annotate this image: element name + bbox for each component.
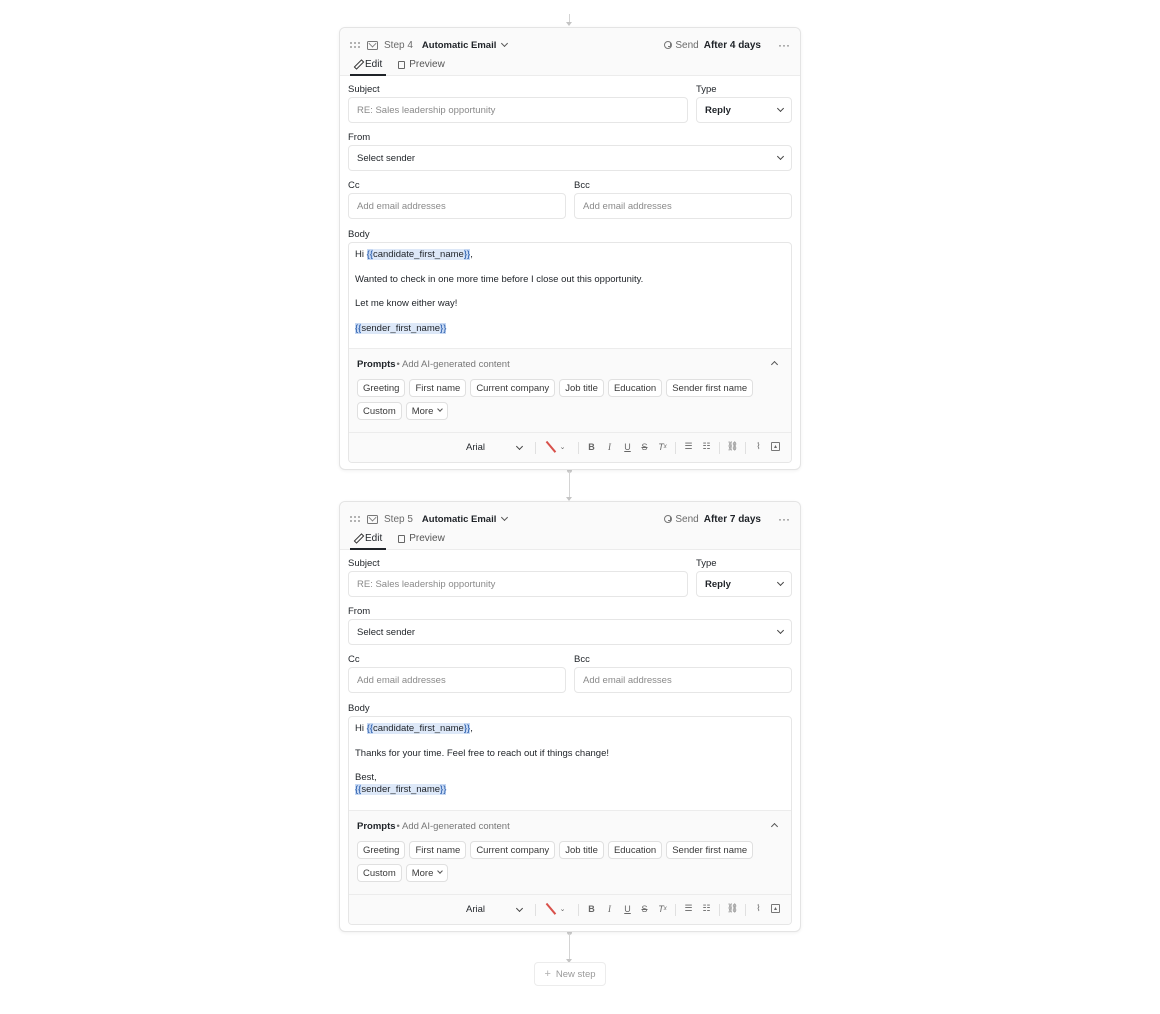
prompt-chip[interactable]: Greeting xyxy=(357,379,405,397)
step-number: Step 4 xyxy=(384,39,413,51)
image-icon[interactable]: ▴ xyxy=(771,904,780,913)
font-select[interactable]: Arial xyxy=(466,904,524,915)
prompt-chips xyxy=(357,841,783,882)
chevron-down-icon xyxy=(777,152,784,159)
step-header xyxy=(340,28,800,76)
step-card-4 xyxy=(339,27,801,470)
image-icon[interactable]: ▴ xyxy=(771,442,780,451)
bcc-label: Bcc xyxy=(574,180,590,191)
step-number: Step 5 xyxy=(384,513,413,525)
subject-input[interactable]: RE: Sales leadership opportunity xyxy=(348,571,688,597)
chevron-down-icon xyxy=(438,868,444,874)
formatting-toolbar xyxy=(349,894,791,924)
link-icon[interactable]: ⛓ xyxy=(726,441,739,451)
send-delay[interactable]: After 7 days xyxy=(703,513,761,525)
from-select[interactable]: Select sender xyxy=(348,145,792,171)
body-line: {{sender_first_name}} xyxy=(355,784,447,796)
body-line: Wanted to check in one more time before I close out this opportunity. xyxy=(355,273,644,285)
underline-icon[interactable]: U xyxy=(624,903,631,914)
prompt-chip[interactable]: Custom xyxy=(357,864,402,882)
connector-middle xyxy=(569,471,570,498)
toolbar-divider xyxy=(675,442,676,454)
new-step-label: New step xyxy=(555,968,596,980)
pencil-icon xyxy=(354,534,362,542)
prompts-panel xyxy=(349,348,791,432)
attachment-icon[interactable]: ⌇ xyxy=(756,441,761,451)
body-editor[interactable] xyxy=(348,716,792,925)
chevron-down-icon[interactable]: ⌄ xyxy=(559,443,566,451)
type-label: Type xyxy=(696,84,717,95)
drag-handle-icon[interactable] xyxy=(350,516,360,522)
chevron-up-icon[interactable] xyxy=(771,823,778,830)
strikethrough-icon[interactable]: S xyxy=(641,441,648,452)
body-label: Body xyxy=(348,703,370,714)
type-select[interactable]: Reply xyxy=(696,571,792,597)
more-prompts-button[interactable]: More xyxy=(406,402,449,420)
body-line: Hi {{candidate_first_name}}, xyxy=(355,723,473,734)
new-step-button[interactable] xyxy=(534,962,606,986)
chevron-down-icon xyxy=(501,513,508,520)
tab-edit[interactable]: Edit xyxy=(350,528,386,550)
chevron-up-icon[interactable] xyxy=(771,361,778,368)
prompt-chip[interactable]: First name xyxy=(409,841,466,859)
toolbar-divider xyxy=(675,904,676,916)
chevron-down-icon xyxy=(516,905,523,912)
italic-icon[interactable]: I xyxy=(608,903,611,914)
prompt-chip[interactable]: Sender first name xyxy=(666,841,753,859)
body-editor[interactable] xyxy=(348,242,792,463)
prompt-chip[interactable]: First name xyxy=(409,379,466,397)
numbered-list-icon[interactable]: ☷ xyxy=(702,441,711,451)
clock-icon xyxy=(664,515,672,523)
drag-handle-icon[interactable] xyxy=(350,42,360,48)
prompt-chip[interactable]: Sender first name xyxy=(666,379,753,397)
chevron-down-icon xyxy=(777,578,784,585)
email-type-dropdown[interactable]: Automatic Email xyxy=(422,40,507,51)
chevron-down-icon xyxy=(777,626,784,633)
connector-bottom xyxy=(569,933,570,960)
prompt-chip[interactable]: Education xyxy=(608,379,662,397)
font-select[interactable]: Arial xyxy=(466,442,524,453)
chevron-down-icon[interactable]: ⌄ xyxy=(559,905,566,913)
more-options-icon[interactable]: ··· xyxy=(778,512,790,526)
underline-icon[interactable]: U xyxy=(624,441,631,452)
prompts-subtitle: • Add AI-generated content xyxy=(396,358,510,370)
prompt-chip[interactable]: Current company xyxy=(470,841,555,859)
chevron-down-icon xyxy=(438,406,444,412)
bullet-list-icon[interactable]: ☰ xyxy=(684,903,693,913)
subject-label: Subject xyxy=(348,558,380,569)
connector-top-arrow xyxy=(566,22,572,26)
prompt-chip[interactable]: Custom xyxy=(357,402,402,420)
from-label: From xyxy=(348,606,371,617)
prompts-title: Prompts xyxy=(357,358,396,370)
prompt-chip[interactable]: Education xyxy=(608,841,662,859)
formatting-toolbar xyxy=(349,432,791,462)
clear-format-icon[interactable]: T x xyxy=(658,441,667,452)
send-label: Send xyxy=(675,39,699,51)
bold-icon[interactable]: B xyxy=(588,903,595,914)
body-label: Body xyxy=(348,229,370,240)
prompt-chips xyxy=(357,379,783,420)
send-label: Send xyxy=(675,513,699,525)
step-editor xyxy=(340,550,800,915)
bullet-list-icon[interactable]: ☰ xyxy=(684,441,693,451)
email-type-dropdown[interactable]: Automatic Email xyxy=(422,514,507,525)
chevron-down-icon xyxy=(516,443,523,450)
step-header xyxy=(340,502,800,550)
from-label: From xyxy=(348,132,371,143)
prompt-chip[interactable]: Job title xyxy=(559,379,604,397)
tab-preview[interactable]: Preview xyxy=(394,528,449,549)
prompts-subtitle: • Add AI-generated content xyxy=(396,820,510,832)
bcc-input[interactable]: Add email addresses xyxy=(574,193,792,219)
step-card-5 xyxy=(339,501,801,932)
attachment-icon[interactable]: ⌇ xyxy=(756,903,761,913)
bcc-label: Bcc xyxy=(574,654,590,665)
link-icon[interactable]: ⛓ xyxy=(726,903,739,913)
cc-label: Cc xyxy=(348,180,360,191)
text-color-icon[interactable] xyxy=(545,903,557,915)
toolbar-divider xyxy=(719,904,720,916)
from-select[interactable]: Select sender xyxy=(348,619,792,645)
bold-icon[interactable]: B xyxy=(588,441,595,452)
clock-icon xyxy=(664,41,672,49)
clear-format-icon[interactable]: T x xyxy=(658,903,667,914)
tab-preview[interactable]: Preview xyxy=(394,54,449,75)
more-prompts-button[interactable]: More xyxy=(406,864,449,882)
subject-input[interactable]: RE: Sales leadership opportunity xyxy=(348,97,688,123)
body-line: {{sender_first_name}} xyxy=(355,322,447,334)
prompt-chip[interactable]: Job title xyxy=(559,841,604,859)
toolbar-divider xyxy=(719,442,720,454)
cc-label: Cc xyxy=(348,654,360,665)
variable-token: candidate_first_name xyxy=(372,723,464,734)
step-editor xyxy=(340,76,800,453)
chevron-down-icon xyxy=(501,39,508,46)
more-options-icon[interactable]: ··· xyxy=(778,38,790,52)
plus-icon: + xyxy=(544,968,551,980)
body-line: Hi {{candidate_first_name}}, xyxy=(355,249,473,260)
prompts-title: Prompts xyxy=(357,820,396,832)
mail-icon xyxy=(367,515,378,524)
pencil-icon xyxy=(354,60,362,68)
toolbar-divider xyxy=(745,442,746,454)
strikethrough-icon[interactable]: S xyxy=(641,903,648,914)
prompt-chip[interactable]: Greeting xyxy=(357,841,405,859)
chevron-down-icon xyxy=(777,104,784,111)
preview-icon xyxy=(398,61,405,69)
variable-token: candidate_first_name xyxy=(372,249,464,260)
subject-label: Subject xyxy=(348,84,380,95)
body-line: Let me know either way! xyxy=(355,298,458,310)
toolbar-divider xyxy=(535,904,536,916)
italic-icon[interactable]: I xyxy=(608,441,611,452)
variable-token: sender_first_name xyxy=(361,322,441,334)
toolbar-divider xyxy=(535,442,536,454)
bcc-input[interactable]: Add email addresses xyxy=(574,667,792,693)
type-select[interactable]: Reply xyxy=(696,97,792,123)
variable-token: sender_first_name xyxy=(361,784,441,796)
toolbar-divider xyxy=(745,904,746,916)
preview-icon xyxy=(398,535,405,543)
prompt-chip[interactable]: Current company xyxy=(470,379,555,397)
cc-input[interactable]: Add email addresses xyxy=(348,667,566,693)
body-line: Best, xyxy=(355,772,377,784)
text-color-icon[interactable] xyxy=(545,441,557,453)
numbered-list-icon[interactable]: ☷ xyxy=(702,903,711,913)
mail-icon xyxy=(367,41,378,50)
cc-input[interactable]: Add email addresses xyxy=(348,193,566,219)
type-label: Type xyxy=(696,558,717,569)
tab-edit[interactable]: Edit xyxy=(350,54,386,76)
toolbar-divider xyxy=(578,442,579,454)
prompts-panel xyxy=(349,810,791,894)
toolbar-divider xyxy=(578,904,579,916)
send-delay[interactable]: After 4 days xyxy=(703,39,761,51)
body-line: Thanks for your time. Feel free to reach out if things change! xyxy=(355,747,609,759)
